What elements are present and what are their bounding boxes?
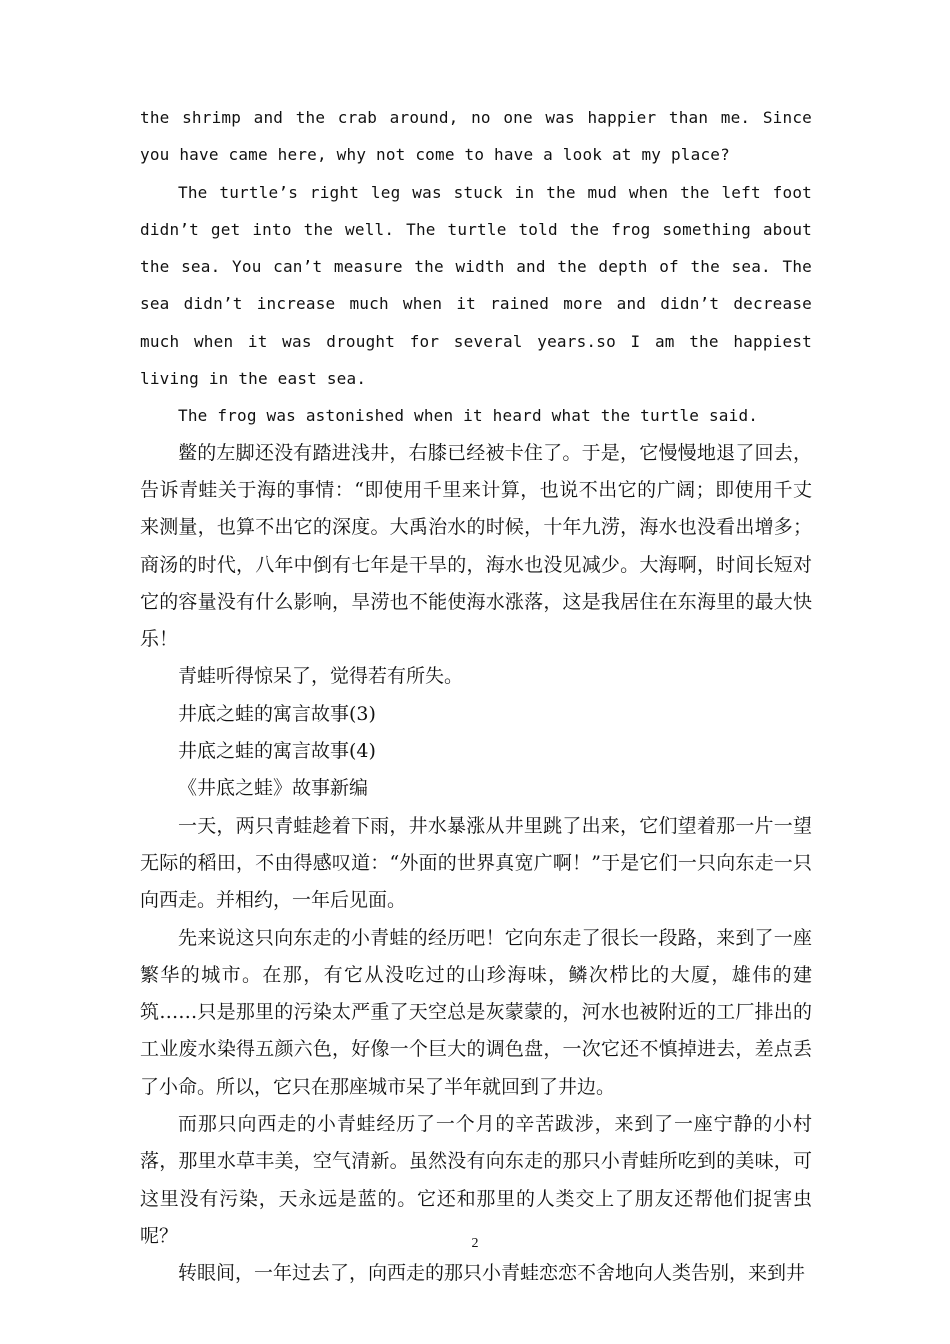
paragraph-en-2: The turtle’s right leg was stuck in the mud when the left foot didn’t get into the well. The turtle told the frog something about the sea. You can’t measure the width and the depth of the sea. The sea didn’t increase much when it rained more and didn’t decrease much when it was drought for several years.so I am the happiest living in the east sea.: [140, 182, 812, 389]
paragraph-en-1: the shrimp and the crab around, no one was happier than me. Since you have came here, why not come to have a look at my place?: [140, 108, 812, 165]
paragraph-zh-1: 鳖的左脚还没有踏进浅井，右膝已经被卡住了。于是，它慢慢地退了回去，告诉青蛙关于海的事情：“即使用千里来计算，也说不出它的广阔；即使用千丈来测量，也算不出它的深度。大禹治水的时候，十年九涝，海水也没看出增多；商汤的时代，八年中倒有七年是干旱的，海水也没见减少。大海啊，时间长短对它的容量没有什么影响，旱涝也不能使海水涨落，这是我居住在东海里的最大快乐！: [140, 441, 812, 651]
page-number: 2: [471, 1236, 479, 1251]
document-body: [140, 99, 812, 1293]
section-title-3: 井底之蛙的寓言故事(3): [178, 702, 376, 725]
paragraph-zh-2: 青蛙听得惊呆了，觉得若有所失。: [178, 665, 464, 688]
paragraph-zh-3: 一天，两只青蛙趁着下雨，井水暴涨从井里跳了出来，它们望着那一片一望无际的稻田，不由得感叹道：“外面的世界真宽广啊！”于是它们一只向东走一只向西走。并相约，一年后见面。: [140, 814, 812, 912]
paragraph-zh-4: 先来说这只向东走的小青蛙的经历吧！它向东走了很长一段路，来到了一座繁华的城市。在那，有它从没吃过的山珍海味，鳞次栉比的大厦，雄伟的建筑……只是那里的污染太严重了天空总是灰蒙蒙的，河水也被附近的工厂排出的工业废水染得五颜六色，好像一个巨大的调色盘，一次它还不慎掉进去，差点丢了小命。所以，它只在那座城市呆了半年就回到了井边。: [140, 926, 812, 1098]
section-title-4: 井底之蛙的寓言故事(4): [178, 740, 376, 763]
story-title: 《井底之蛙》故事新编: [178, 777, 369, 800]
paragraph-en-3: The frog was astonished when it heard what the turtle said.: [178, 406, 759, 426]
paragraph-zh-5: 而那只向西走的小青蛙经历了一个月的辛苦跋涉，来到了一座宁静的小村落，那里水草丰美，空气清新。虽然没有向东走的那只小青蛙所吃到的美味，可这里没有污染，天永远是蓝的。它还和那里的人类交上了朋友还帮他们捉害虫呢？: [140, 1113, 812, 1247]
paragraph-zh-6: 转眼间，一年过去了，向西走的那只小青蛙恋恋不舍地向人类告别，来到井: [178, 1262, 806, 1285]
